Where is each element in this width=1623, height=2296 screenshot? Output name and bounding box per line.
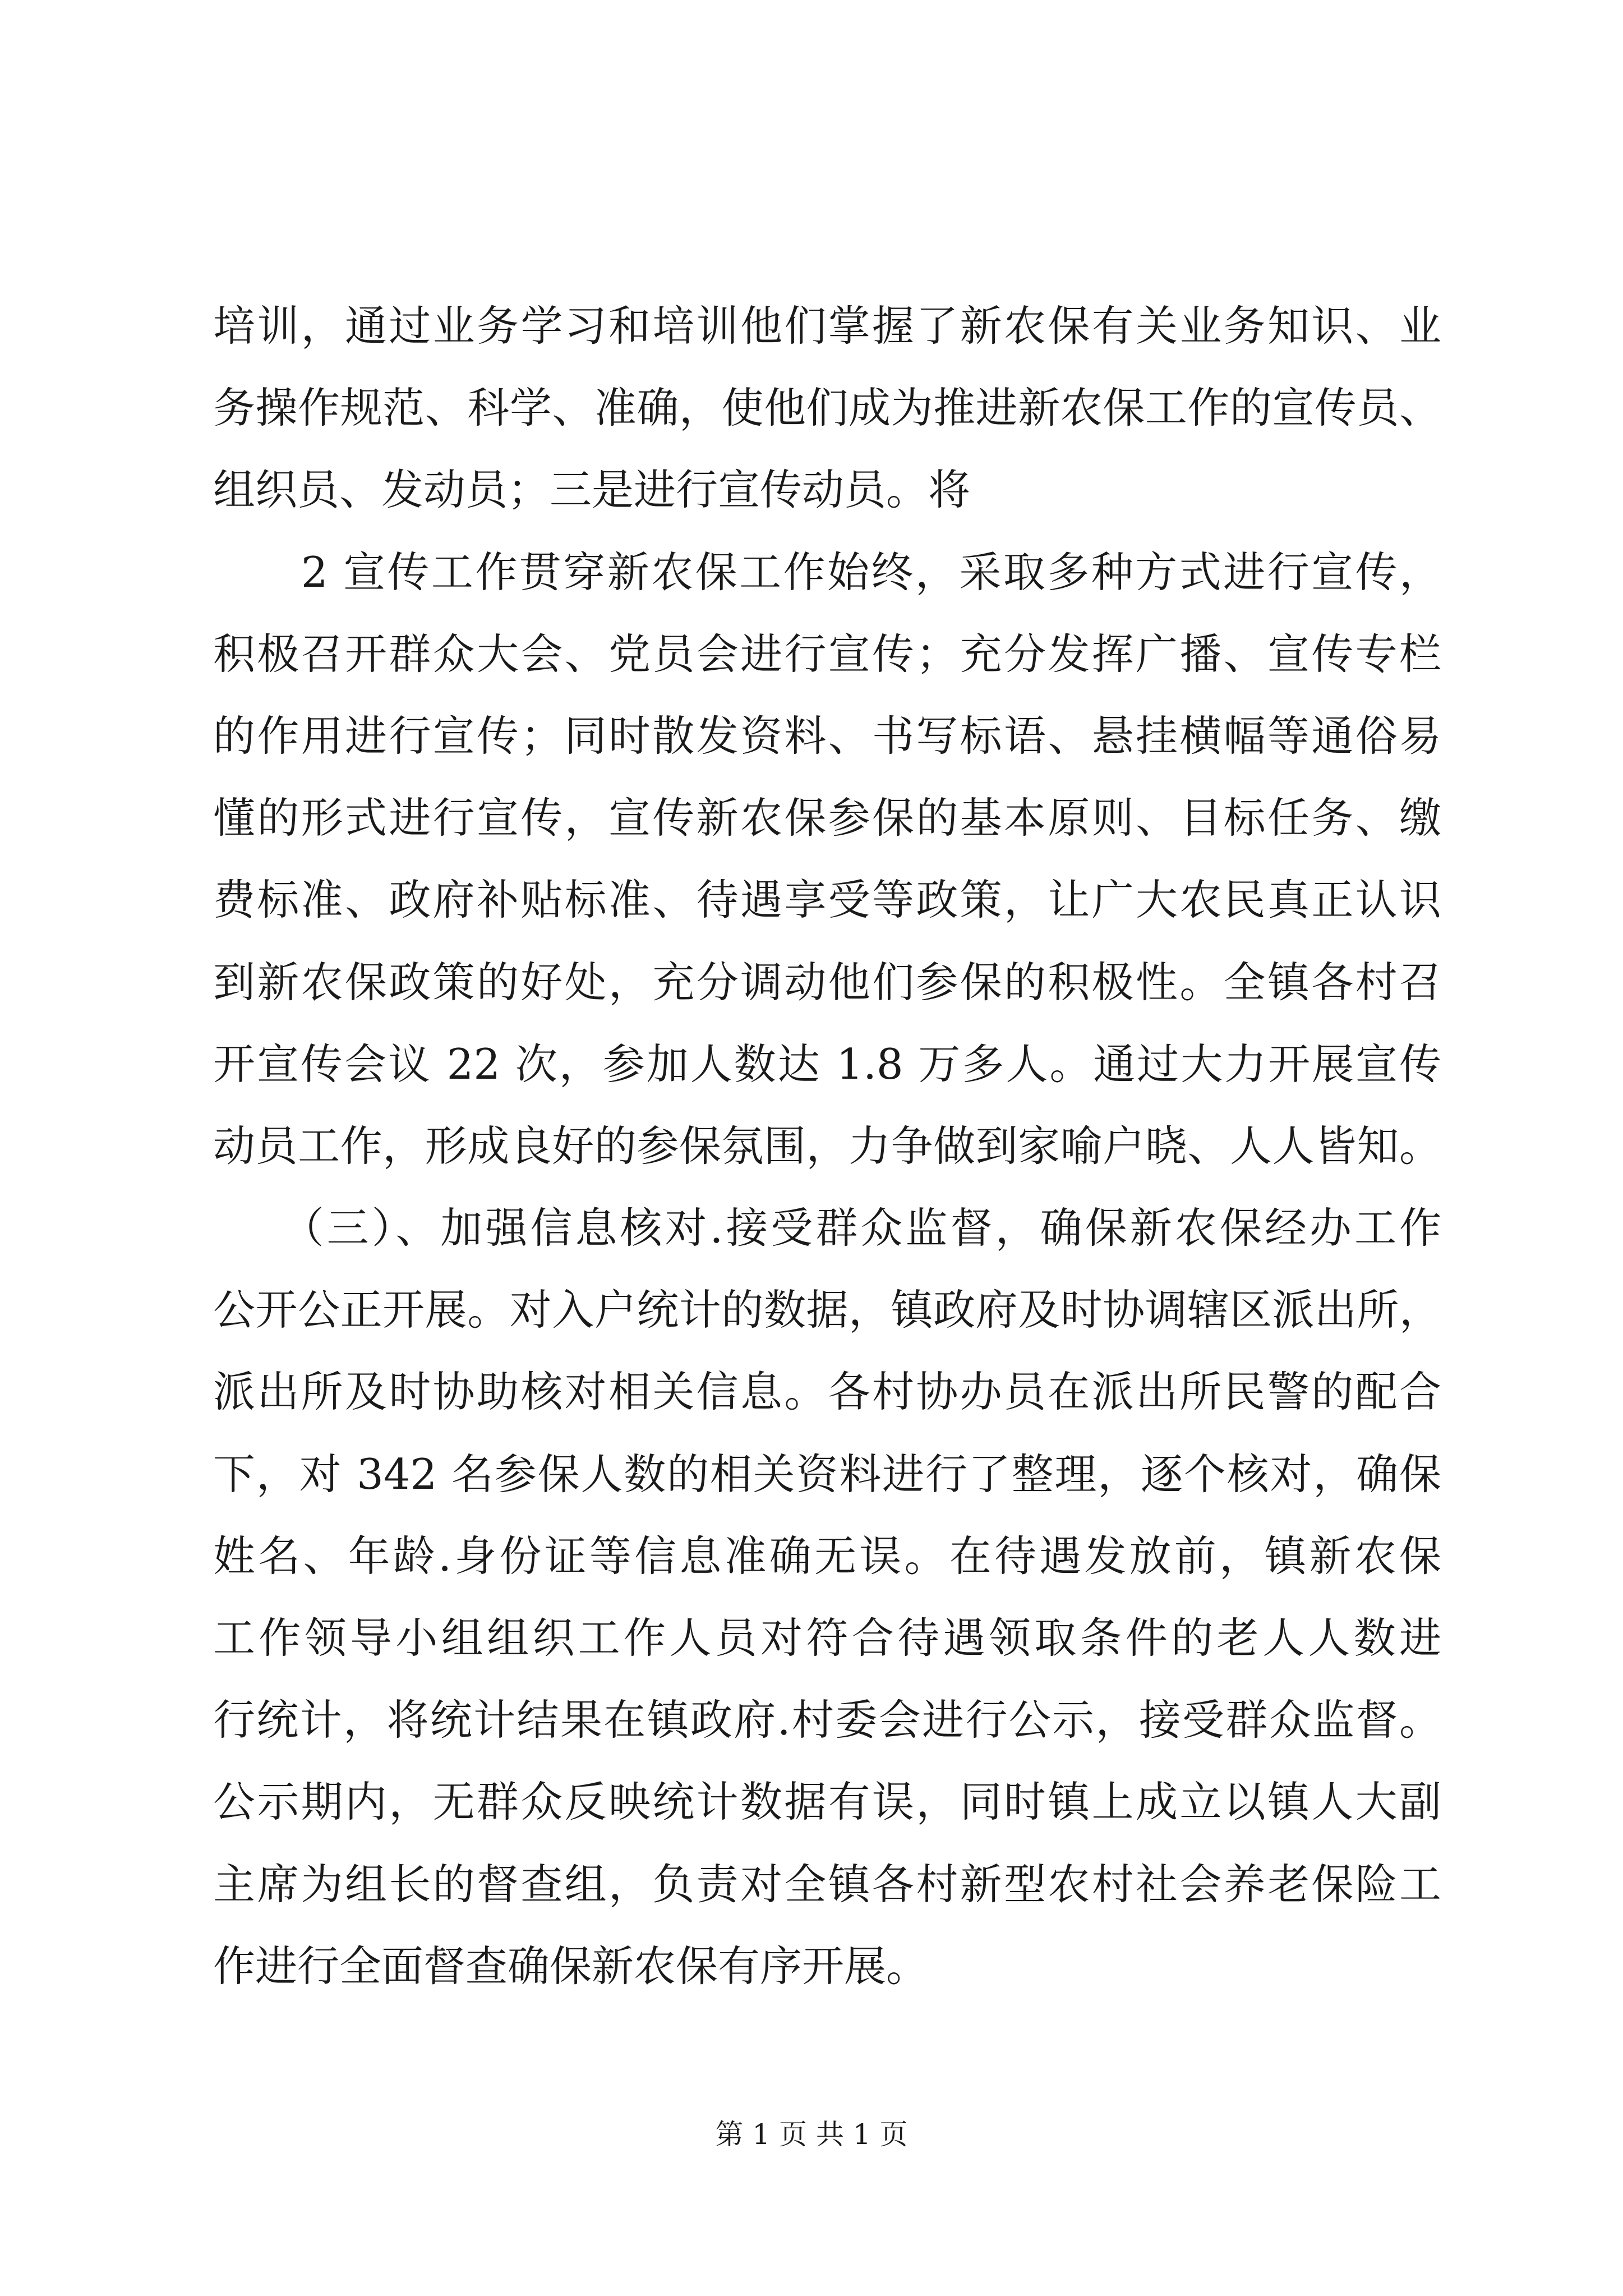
body-line: 积极召开群众大会、党员会进行宣传；充分发挥广播、宣传专栏 [213, 629, 1441, 679]
body-line: 作进行全面督查确保新农保有序开展。 [213, 1941, 929, 1991]
body-line: 组织员、发动员；三是进行宣传动员。将 [213, 465, 971, 515]
document-body [213, 285, 1441, 2007]
body-line: 2 宣传工作贯穿新农保工作始终，采取多种方式进行宣传， [213, 547, 1441, 597]
body-line: 主席为组长的督查组，负责对全镇各村新型农村社会养老保险工 [213, 1859, 1441, 1909]
body-line: 公示期内，无群众反映统计数据有误，同时镇上成立以镇人大副 [213, 1777, 1441, 1827]
body-line: 到新农保政策的好处，充分调动他们参保的积极性。全镇各村召 [213, 957, 1441, 1007]
page-footer: 第 1 页 共 1 页 [715, 2118, 908, 2151]
body-line: 下，对 342 名参保人数的相关资料进行了整理，逐个核对，确保 [213, 1449, 1441, 1499]
body-line: 动员工作，形成良好的参保氛围，力争做到家喻户晓、人人皆知。 [213, 1121, 1441, 1171]
body-line: 姓名、年龄.身份证等信息准确无误。在待遇发放前，镇新农保 [213, 1531, 1441, 1581]
body-line: 懂的形式进行宣传，宣传新农保参保的基本原则、目标任务、缴 [213, 793, 1441, 843]
body-line: 公开公正开展。对入户统计的数据，镇政府及时协调辖区派出所， [213, 1285, 1441, 1335]
body-line: （三）、加强信息核对.接受群众监督，确保新农保经办工作 [213, 1203, 1441, 1253]
body-line: 派出所及时协助核对相关信息。各村协办员在派出所民警的配合 [213, 1367, 1441, 1417]
body-line: 的作用进行宣传；同时散发资料、书写标语、悬挂横幅等通俗易 [213, 711, 1441, 761]
body-line: 费标准、政府补贴标准、待遇享受等政策，让广大农民真正认识 [213, 875, 1441, 925]
body-line: 工作领导小组组织工作人员对符合待遇领取条件的老人人数进 [213, 1613, 1441, 1663]
body-line: 行统计，将统计结果在镇政府.村委会进行公示，接受群众监督。 [213, 1695, 1441, 1745]
body-line: 务操作规范、科学、准确，使他们成为推进新农保工作的宣传员、 [213, 383, 1441, 433]
body-line: 培训，通过业务学习和培训他们掌握了新农保有关业务知识、业 [213, 301, 1441, 351]
body-line: 开宣传会议 22 次，参加人数达 1.8 万多人。通过大力开展宣传 [213, 1039, 1441, 1089]
